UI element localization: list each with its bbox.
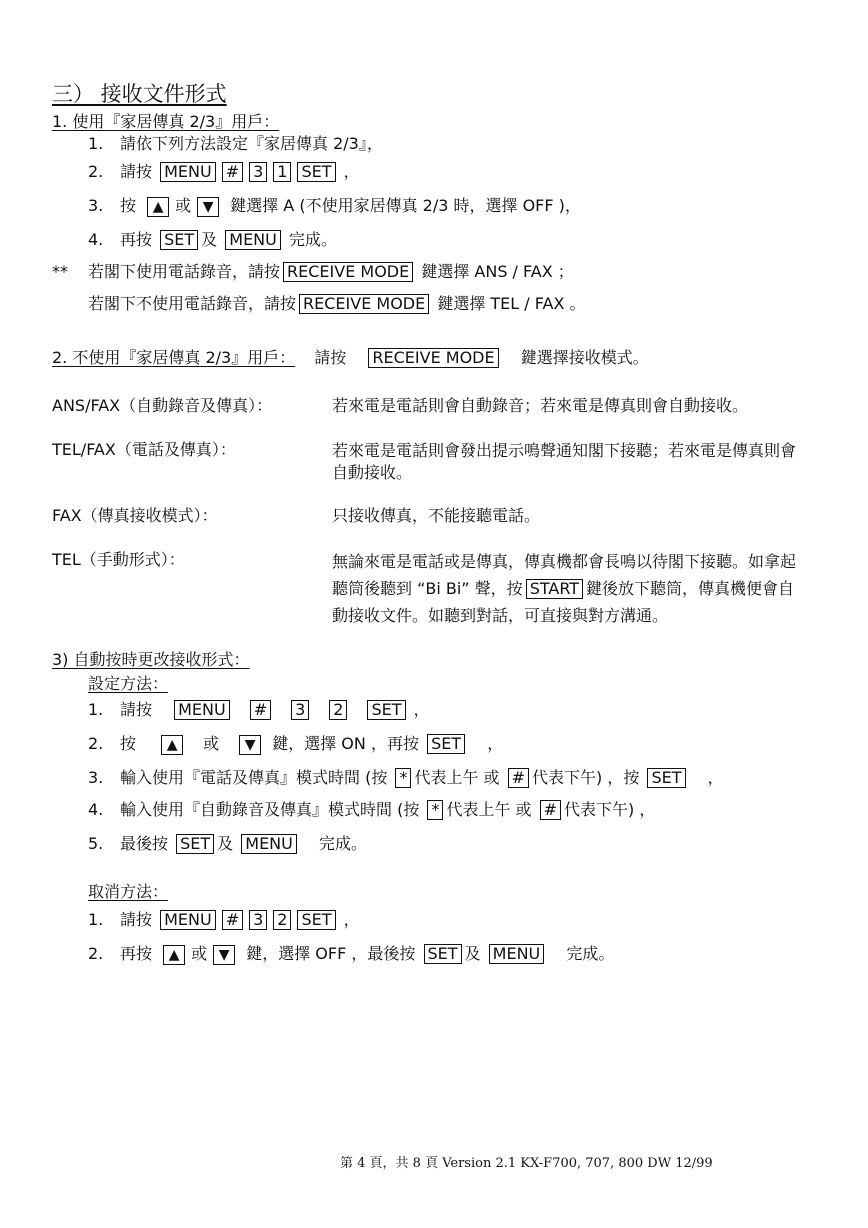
mode-label-tel: TEL（手動形式）： [52, 550, 185, 569]
mode-label-tel-fax: TEL/FAX（電話及傳真）： [52, 440, 236, 459]
step-number: 1. [88, 910, 104, 929]
setup-step-4 [88, 800, 655, 820]
set-key: SET [367, 700, 405, 720]
step-number: 1. [88, 134, 104, 153]
step-text: 再按 [120, 230, 153, 249]
digit-key: 1 [273, 162, 291, 182]
step-suffix: 完成。 [566, 944, 615, 963]
set-key: SET [160, 230, 198, 250]
setup-step-1 [88, 700, 430, 720]
receive-mode-key: RECEIVE MODE [299, 294, 429, 314]
part2-heading-row [52, 348, 649, 368]
step-suffix: 完成。 [318, 834, 367, 853]
page-footer: 第 4 頁，共 8 頁 Version 2.1 KX-F700, 707, 800 DW 12/99 [340, 1156, 713, 1171]
step-text: 鍵，選擇 ON ，再按 [272, 734, 419, 753]
set-key: SET [647, 768, 685, 788]
and-text: 及 [217, 834, 234, 853]
note-line-2 [88, 294, 586, 314]
menu-key: MENU [225, 230, 281, 250]
menu-key: MENU [160, 162, 216, 182]
step-suffix: ， [707, 768, 724, 787]
mode-label-ans-fax: ANS/FAX（自動錄音及傳真）： [52, 396, 273, 415]
step-number: 3. [88, 196, 104, 215]
step-text: 請按 [120, 910, 153, 929]
step-suffix: 鍵選擇 A (不使用家居傳真 2/3 時，選擇 OFF )， [230, 196, 581, 215]
part1-step-2 [88, 162, 360, 182]
note-text: 鍵選擇 ANS / FAX ； [421, 262, 574, 281]
section-title: 三） 接收文件形式 [52, 82, 227, 106]
note-text: 若閣下使用電話錄音，請按 [88, 262, 281, 281]
step-suffix: 代表下午) ， [564, 800, 656, 819]
step-suffix: 完成。 [288, 230, 337, 249]
star-key: * [395, 768, 411, 788]
setup-step-5 [88, 834, 367, 854]
setup-heading: 設定方法： [88, 674, 169, 693]
cancel-step-1 [88, 910, 360, 930]
receive-mode-key: RECEIVE MODE [368, 348, 498, 368]
mode-label-fax: FAX（傳真接收模式）： [52, 506, 218, 525]
receive-mode-key: RECEIVE MODE [283, 262, 413, 282]
note-text: 鍵選擇 TEL / FAX 。 [437, 294, 586, 313]
part1-step-3 [88, 196, 581, 217]
set-key: SET [297, 910, 335, 930]
step-text: 最後按 [120, 834, 169, 853]
digit-key: 3 [249, 162, 267, 182]
star-key: * [427, 800, 443, 820]
hash-key: # [222, 162, 243, 182]
cancel-step-2 [88, 944, 614, 965]
mode-desc-text: 無論來電是電話或是傳真，傳真機都會長鳴以待閣下接聽。如拿起聽筒後聽到 “Bi Bi” 聲，按 [332, 552, 797, 598]
step-number: 2. [88, 162, 104, 181]
set-key: SET [427, 734, 465, 754]
part3-heading: 3) 自動按時更改接收形式： [52, 650, 250, 669]
step-text: 請依下列方法設定『家居傳真 2/3』， [120, 134, 383, 153]
setup-step-3 [88, 768, 724, 788]
menu-key: MENU [241, 834, 297, 854]
step-text: 鍵，選擇 OFF ，最後按 [246, 944, 416, 963]
step-suffix: ， [413, 700, 430, 719]
menu-key: MENU [160, 910, 216, 930]
step-number: 5. [88, 834, 104, 853]
note-mark: ** [52, 262, 68, 281]
mode-desc-tel [332, 548, 810, 629]
step-number: 2. [88, 944, 104, 963]
and-text: 及 [464, 944, 481, 963]
hash-key: # [250, 700, 271, 720]
step-suffix: ， [487, 734, 504, 753]
step-number: 1. [88, 700, 104, 719]
mode-desc-text: 鍵後放下聽筒，傳真機便會自動接收文件。如聽到對話，可直接與對方溝通。 [332, 579, 795, 625]
part1-step-1 [88, 134, 383, 154]
mode-desc-ans-fax: 若來電是電話則會自動錄音；若來電是傳真則會自動接收。 [332, 396, 749, 415]
step-text: 請按 [120, 162, 153, 181]
up-arrow-key-icon: ▲ [147, 197, 169, 217]
step-text: 輸入使用『電話及傳真』模式時間 (按 [120, 768, 388, 787]
or-text: 或 [203, 734, 220, 753]
hash-key: # [540, 800, 561, 820]
down-arrow-key-icon: ▼ [197, 197, 219, 217]
digit-key: 3 [249, 910, 267, 930]
step-text: 再按 [120, 944, 153, 963]
cancel-heading: 取消方法： [88, 882, 169, 901]
and-text: 及 [201, 230, 218, 249]
step-number: 2. [88, 734, 104, 753]
hash-key: # [508, 768, 529, 788]
step-number: 3. [88, 768, 104, 787]
note-line-1 [88, 262, 574, 282]
step-text: 代表上午 或 [414, 768, 500, 787]
mode-desc-tel-fax: 若來電是電話則會發出提示鳴聲通知閣下接聽；若來電是傳真則會自動接收。 [332, 441, 797, 482]
or-text: 或 [191, 944, 208, 963]
step-text: 代表下午) ，按 [532, 768, 640, 787]
digit-key: 2 [329, 700, 347, 720]
set-key: SET [297, 162, 335, 182]
step-text: 代表上午 或 [446, 800, 532, 819]
start-key: START [526, 579, 583, 599]
step-suffix: ， [343, 910, 360, 929]
step-text: 按 [120, 196, 137, 215]
step-text: 請按 [120, 700, 153, 719]
menu-key: MENU [489, 944, 545, 964]
digit-key: 3 [291, 700, 309, 720]
set-key: SET [176, 834, 214, 854]
part2-text: 請按 [314, 348, 347, 367]
part1-step-4 [88, 230, 337, 250]
step-number: 4. [88, 230, 104, 249]
part2-heading: 2. 不使用『家居傳真 2/3』用戶： [52, 348, 296, 367]
part2-text: 鍵選擇接收模式。 [520, 348, 649, 367]
step-suffix: ， [343, 162, 360, 181]
step-number: 4. [88, 800, 104, 819]
step-text: 按 [120, 734, 137, 753]
menu-key: MENU [174, 700, 230, 720]
step-text: 輸入使用『自動錄音及傳真』模式時間 (按 [120, 800, 420, 819]
up-arrow-key-icon: ▲ [163, 945, 185, 965]
down-arrow-key-icon: ▼ [213, 945, 235, 965]
part1-heading: 1. 使用『家居傳真 2/3』用戶： [52, 112, 280, 131]
hash-key: # [222, 910, 243, 930]
note-text: 若閣下不使用電話錄音，請按 [88, 294, 297, 313]
setup-step-2 [88, 734, 503, 755]
set-key: SET [424, 944, 462, 964]
or-text: 或 [175, 196, 192, 215]
up-arrow-key-icon: ▲ [161, 735, 183, 755]
mode-desc-fax: 只接收傳真，不能接聽電話。 [332, 506, 541, 525]
down-arrow-key-icon: ▼ [239, 735, 261, 755]
digit-key: 2 [273, 910, 291, 930]
